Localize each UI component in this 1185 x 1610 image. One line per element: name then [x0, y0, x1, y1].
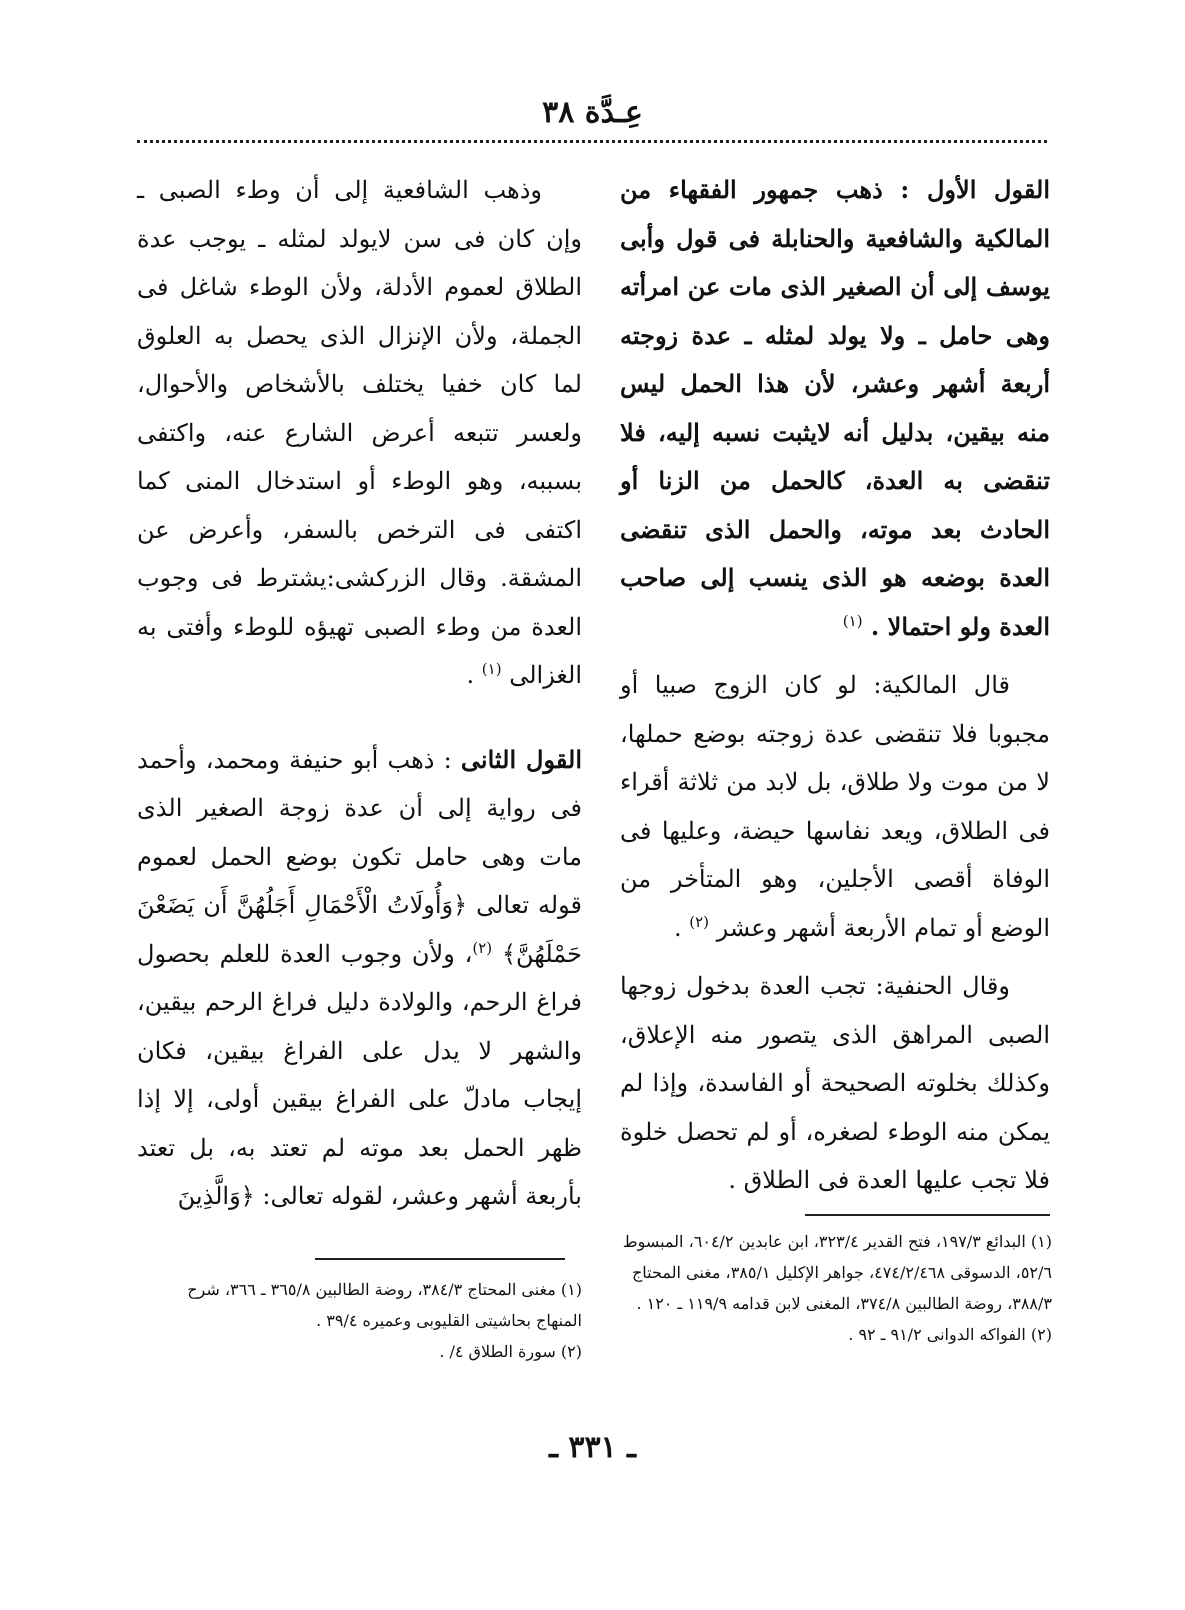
- footnote-ref: (١): [481, 660, 502, 678]
- paragraph-second-opinion: [137, 736, 582, 1221]
- header-dotted-rule: [137, 140, 1047, 143]
- second-opinion-text-cont: ، ولأن وجوب العدة للعلم بحصول فراغ الرحم، والولادة دليل فراغ الرحم بيقين، والشهر لا يدل على الفراغ بيقين، فكان إيجاب مادلّ على الفراغ بيقين أولى، إلا إذا ظهر الحمل بعد موته لم تعتد به، بل تعتد بأربعة أشهر وعشر، لقوله تعالى: ﴿وَالَّذِينَ: [137, 939, 582, 1210]
- footnote-separator-left: [315, 1258, 565, 1260]
- second-opinion-text: : ذهب أبو حنيفة ومحمد، وأحمد فى رواية إلى أن عدة زوجة الصغير الذى مات وهى حامل تكون بوضع الحمل لعموم قوله تعالى ﴿وَأُولَاتُ الْأَحْمَالِ أَجَلُهُنَّ أَن يَضَعْنَ حَمْلَهُنَّ﴾: [137, 745, 583, 968]
- first-opinion-label: القول الأول: [926, 175, 1051, 204]
- malikiyya-end: .: [673, 913, 690, 942]
- shafiiyya-text: وذهب الشافعية إلى أن وطء الصبى ـ وإن كان فى سن لايولد لمثله ـ يوجب عدة الطلاق لعموم الأدلة، ولأن الوطء شاغل فى الجملة، ولأن الإنزال الذى يحصل به العلوق لما كان خفيا يختلف بالأشخاص والأحوال، ولعسر تتبعه أعرض الشارع عنه، واكتفى بسببه، وهو الوطء أو استدخال المنى كما اكتفى فى الترخص بالسفر، وأعرض عن المشقة. وقال الزركشى:يشترط فى وجوب العدة من وطء الصبى تهيؤه للوطء وأفتى به الغزالى: [137, 176, 582, 689]
- paragraph-malikiyya: [620, 661, 1050, 952]
- footnotes-left: [137, 1274, 582, 1367]
- footnote-ref: (١): [842, 611, 863, 630]
- footnote-separator-right: [805, 1214, 1050, 1216]
- paragraph-first-opinion: [620, 166, 1050, 651]
- left-column: [137, 166, 582, 1221]
- footnote-item: (٢) الفواكه الدوانى ٩١/٢ ـ ٩٢ .: [848, 1325, 1052, 1344]
- first-opinion-text: : ذهب جمهور الفقهاء من المالكية والشافعية والحنابلة فى قول وأبى يوسف إلى أن الصغير الذى مات عن امرأته وهى حامل ـ ولا يولد لمثله ـ عدة زوجته أربعة أشهر وعشر، لأن هذا الحمل ليس منه بيقين، بدليل أنه لايثبت نسبه إليه، فلا تنقضى به العدة، كالحمل من الزنا أو الحادث بعد موته، والحمل الذى تنقضى العدة بوضعه هو الذى ينسب إلى صاحب العدة ولو احتمالا .: [620, 175, 1050, 641]
- footnote-item: (٢) سورة الطلاق ٤/ .: [439, 1342, 582, 1361]
- footnote-ref: (٢): [472, 938, 493, 957]
- paragraph-hanafiyya: وقال الحنفية: تجب العدة بدخول زوجها الصبى المراهق الذى يتصور منه الإعلاق، وكذلك بخلوته الصحيحة أو الفاسدة، وإذا لم يمكن منه الوطء لصغره، أو لم تحصل خلوة فلا تجب عليها العدة فى الطلاق .: [620, 972, 1050, 1194]
- page-number: ـ ٣٣١ ـ: [549, 1430, 636, 1465]
- footnote-ref: (٢): [689, 912, 709, 931]
- chapter-header: عِـدَّة ٣٨: [542, 95, 643, 130]
- footnotes-right: [620, 1226, 1052, 1350]
- footnote-item: (١) مغنى المحتاج ٣٨٤/٣، روضة الطالبين ٣٦٥/٨ ـ ٣٦٦، شرح المنهاج بحاشيتى القليوبى وعميره ٣٩/٤ .: [187, 1280, 582, 1330]
- right-column: [620, 166, 1050, 1205]
- shafiiyya-end: .: [466, 661, 482, 689]
- second-opinion-label: القول الثانى: [460, 744, 582, 774]
- malikiyya-text: قال المالكية: لو كان الزوج صبيا أو مجبوبا فلا تنقضى عدة زوجته بوضع حملها، لا من موت ولا طلاق، بل لابد من ثلاثة أقراء فى الطلاق، ويعد نفاسها حيضة، وعليها فى الوفاة أقصى الأجلين، وهو المتأخر من الوضع أو تمام الأربعة أشهر وعشر: [620, 671, 1050, 942]
- paragraph-shafiiyya: [137, 166, 582, 700]
- footnote-item: (١) البدائع ١٩٧/٣، فتح القدير ٣٢٣/٤، ابن عابدين ٦٠٤/٢، المبسوط ٥٢/٦، الدسوقى ٤٧٤/٢/٤٦٨، جواهر الإكليل ٣٨٥/١، مغنى المحتاج ٣٨٨/٣، روضة الطالبين ٣٧٤/٨، المغنى لابن قدامه ١١٩/٩ ـ ١٢٠ .: [622, 1232, 1052, 1313]
